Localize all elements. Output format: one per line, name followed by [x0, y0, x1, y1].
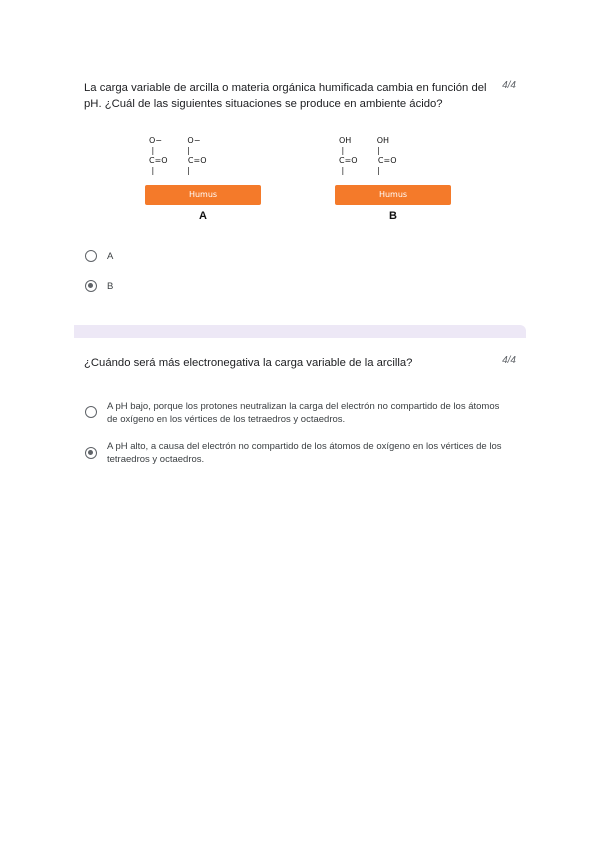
radio-unchecked-icon[interactable]: [85, 406, 97, 418]
diagram-a-label: A: [199, 210, 207, 222]
q2-option-2[interactable]: [85, 440, 505, 466]
diagram-b-label: B: [389, 210, 397, 222]
question-1: [84, 80, 516, 112]
q1-option-a-label: A: [107, 251, 114, 262]
q2-option-2-label: A pH alto, a causa del electrón no compartido de los átomos de oxígeno en los vértices de los tetraedros y octaedros.: [107, 441, 502, 465]
diagram-b-groups: OH OH | | C=O C=O | |: [339, 136, 397, 175]
section-divider: [74, 325, 526, 338]
diagram-a-groups: O− O− | | C=O C=O | |: [149, 136, 207, 175]
q2-option-1-label: A pH bajo, porque los protones neutralizan la carga del electrón no compartido de los átomos de oxígeno en los vértices de los tetraedros y octaedros.: [107, 401, 500, 425]
radio-checked-icon[interactable]: [85, 447, 97, 459]
question-2: [84, 355, 516, 371]
q1-option-b-label: B: [107, 281, 114, 292]
diagram-a: [145, 136, 263, 226]
q2-option-1[interactable]: [85, 400, 505, 426]
diagram-a-humus-bar: Humus: [145, 185, 261, 205]
q1-option-b[interactable]: [85, 280, 113, 293]
question-1-score: 4/4: [502, 80, 516, 91]
diagram-b-humus-bar: Humus: [335, 185, 451, 205]
question-2-score: 4/4: [502, 355, 516, 366]
question-2-text: ¿Cuándo será más electronegativa la carga variable de la arcilla?: [84, 357, 413, 369]
radio-unchecked-icon[interactable]: [85, 250, 97, 262]
question-1-text: La carga variable de arcilla o materia orgánica humificada cambia en función del pH. ¿Cuál de las siguientes situaciones se produce en ambiente ácido?: [84, 82, 487, 110]
q1-option-a[interactable]: [85, 250, 113, 263]
radio-checked-icon[interactable]: [85, 280, 97, 292]
diagram-b: [335, 136, 453, 226]
